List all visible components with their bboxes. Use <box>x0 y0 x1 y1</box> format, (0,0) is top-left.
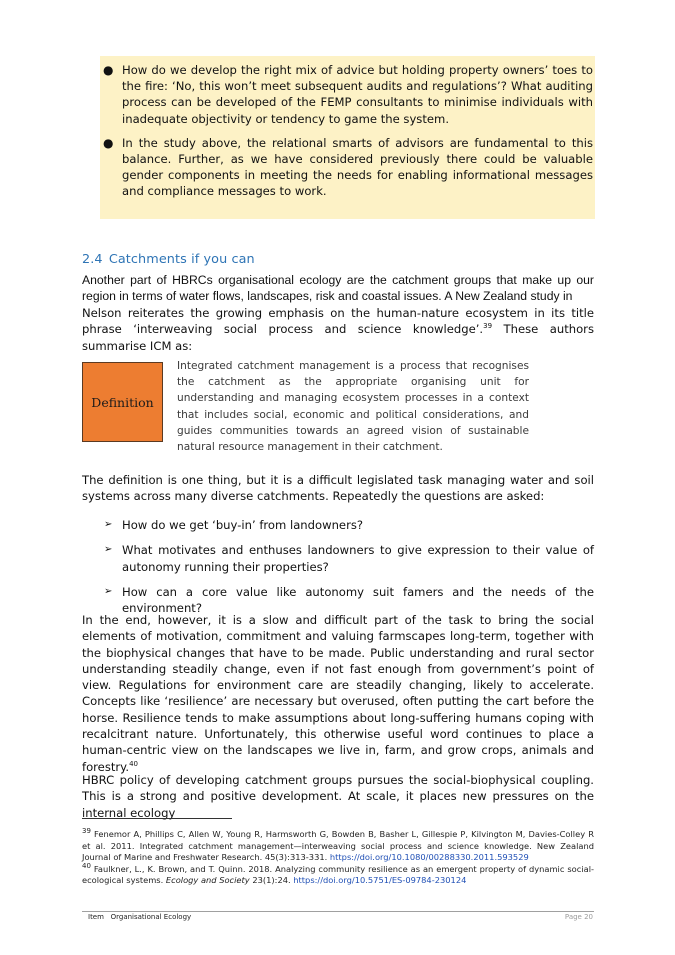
intro-text: Another part of HBRCs organisational ecology are the catchment groups that make up our region in terms of water flows, landscapes, risk and coastal issues. A New Zealand study in <box>82 273 594 304</box>
definition-text: Integrated catchment management is a process that recognises the catchment as the appropriate organising unit for understanding and managing ecosystem processes in a context that includes social, economic and political considerations, and guides communities towards an agreed vision of sustainable natural resource management in their catchment. <box>177 360 529 454</box>
bullet-icon: ● <box>103 135 114 150</box>
body-text: In the end, however, it is a slow and difficult part of the task to bring the social elements of motivation, commitment and valuing farmscapes long-term, together with the biophysical changes that have to be made. Public understanding and rural sector understanding steadily change, even if not fast enough from government’s point of view. Regulations for environment care are steadily changing, likely to accelerate. Concepts like ‘resilience’ are necessary but overused, often putting the cart before the horse. Resilience tends to make assumptions about long-suffering humans coping with recalcitrant nature. Unfortunately, this otherwise useful word continues to place a human-centric view on the landscapes we live in, farm, and grow crops, animals and forestry. <box>82 613 594 774</box>
section-number: 2.4 <box>82 252 103 267</box>
footnote-journal: Ecology and Society <box>165 875 250 886</box>
footnote-text: Faulkner, L., K. Brown, and T. Quinn. 2018. Analyzing community resilience as an emergent property of dynamic social-ecological systems. <box>82 863 594 886</box>
question-text: How do we get ‘buy-in’ from landowners? <box>122 518 364 532</box>
definition-label-box <box>82 362 163 442</box>
arrow-bullet-icon: ➢ <box>104 519 113 530</box>
definition-label: Definition <box>91 394 154 410</box>
arrow-bullet-icon: ➢ <box>104 585 113 597</box>
intro-text-tail: These authors summarise ICM as: <box>82 322 594 353</box>
body-paragraph-catchment-groups: HBRC policy of developing catchment groups pursues the social-biophysical coupling. This is a strong and positive development. At scale, it places new pressures on the internal ecology <box>82 773 594 820</box>
body-paragraph-resilience <box>82 612 594 775</box>
page-number: Page 20 <box>564 913 593 921</box>
callout-bullet-list <box>100 62 593 200</box>
footnote-doi-link[interactable]: https://doi.org/10.5751/ES-09784-230124 <box>293 875 467 886</box>
intro-paragraph-start <box>82 272 594 305</box>
question-item <box>104 517 594 533</box>
footnote-40 <box>82 864 594 887</box>
callout-bullet-text: In the study above, the relational smarts of advisors are fundamental to this balance. Further, as we have considered previously there could be valuable gender components in meeting the needs for enabling informational messages and compliance messages to work. <box>122 135 593 199</box>
section-heading <box>82 252 255 267</box>
footnote-text: Fenemor A, Phillips C, Allen W, Young R, Harmsworth G, Bowden B, Basher L, Gillespie P, Kilvington M, Davies-Colley R et al. 2011. Integrated catchment management—interweaving social process and science knowledge. New Zealand Journal of Marine and Freshwater Research. 45(3):313-331. <box>82 829 594 863</box>
footnote-number: 39 <box>82 827 91 836</box>
footnote-ref[interactable]: 40 <box>129 759 138 768</box>
question-text: What motivates and enthuses landowners to give expression to their value of autonomy running their properties? <box>122 543 594 574</box>
callout-bullet-text: How do we develop the right mix of advice but holding property owners’ toes to the fire: ‘No, this won’t meet subsequent audits and regulations’? What auditing process can be developed of the FEMP consultants to minimise individuals with inadequate objectivity or tendency to game the system. <box>122 63 593 126</box>
footnote-number: 40 <box>82 862 91 871</box>
footer-separator <box>82 911 594 912</box>
section-title: Catchments if you can <box>108 252 255 267</box>
footnote-doi-link[interactable]: https://doi.org/10.1080/00288330.2011.593529 <box>329 852 529 863</box>
callout-bullet-item <box>100 62 593 127</box>
bullet-icon: ● <box>103 63 114 77</box>
footnotes <box>82 829 594 887</box>
arrow-bullet-icon: ➢ <box>104 544 113 556</box>
footer-title: Item Organisational Ecology <box>88 913 192 921</box>
footnote-text: 23(1):24. <box>249 875 294 886</box>
question-callout-box <box>100 56 595 219</box>
question-text: How can a core value like autonomy suit famers and the needs of the environment? <box>122 584 594 616</box>
footnote-ref[interactable]: 39 <box>483 322 493 331</box>
question-item <box>104 542 594 575</box>
callout-bullet-item <box>100 135 593 200</box>
footnote-separator <box>82 818 232 819</box>
footnote-39 <box>82 829 594 864</box>
question-list <box>104 517 594 625</box>
definition-followup-paragraph: The definition is one thing, but it is a difficult legislated task managing water and soil systems across many diverse catchments. Repeatedly the questions are asked: <box>82 473 594 504</box>
intro-paragraph-end <box>82 305 594 354</box>
intro-text-cont: Nelson reiterates the growing emphasis on the human-nature ecosystem in its title phrase ‘interweaving social process and science knowledge’. <box>82 306 594 337</box>
